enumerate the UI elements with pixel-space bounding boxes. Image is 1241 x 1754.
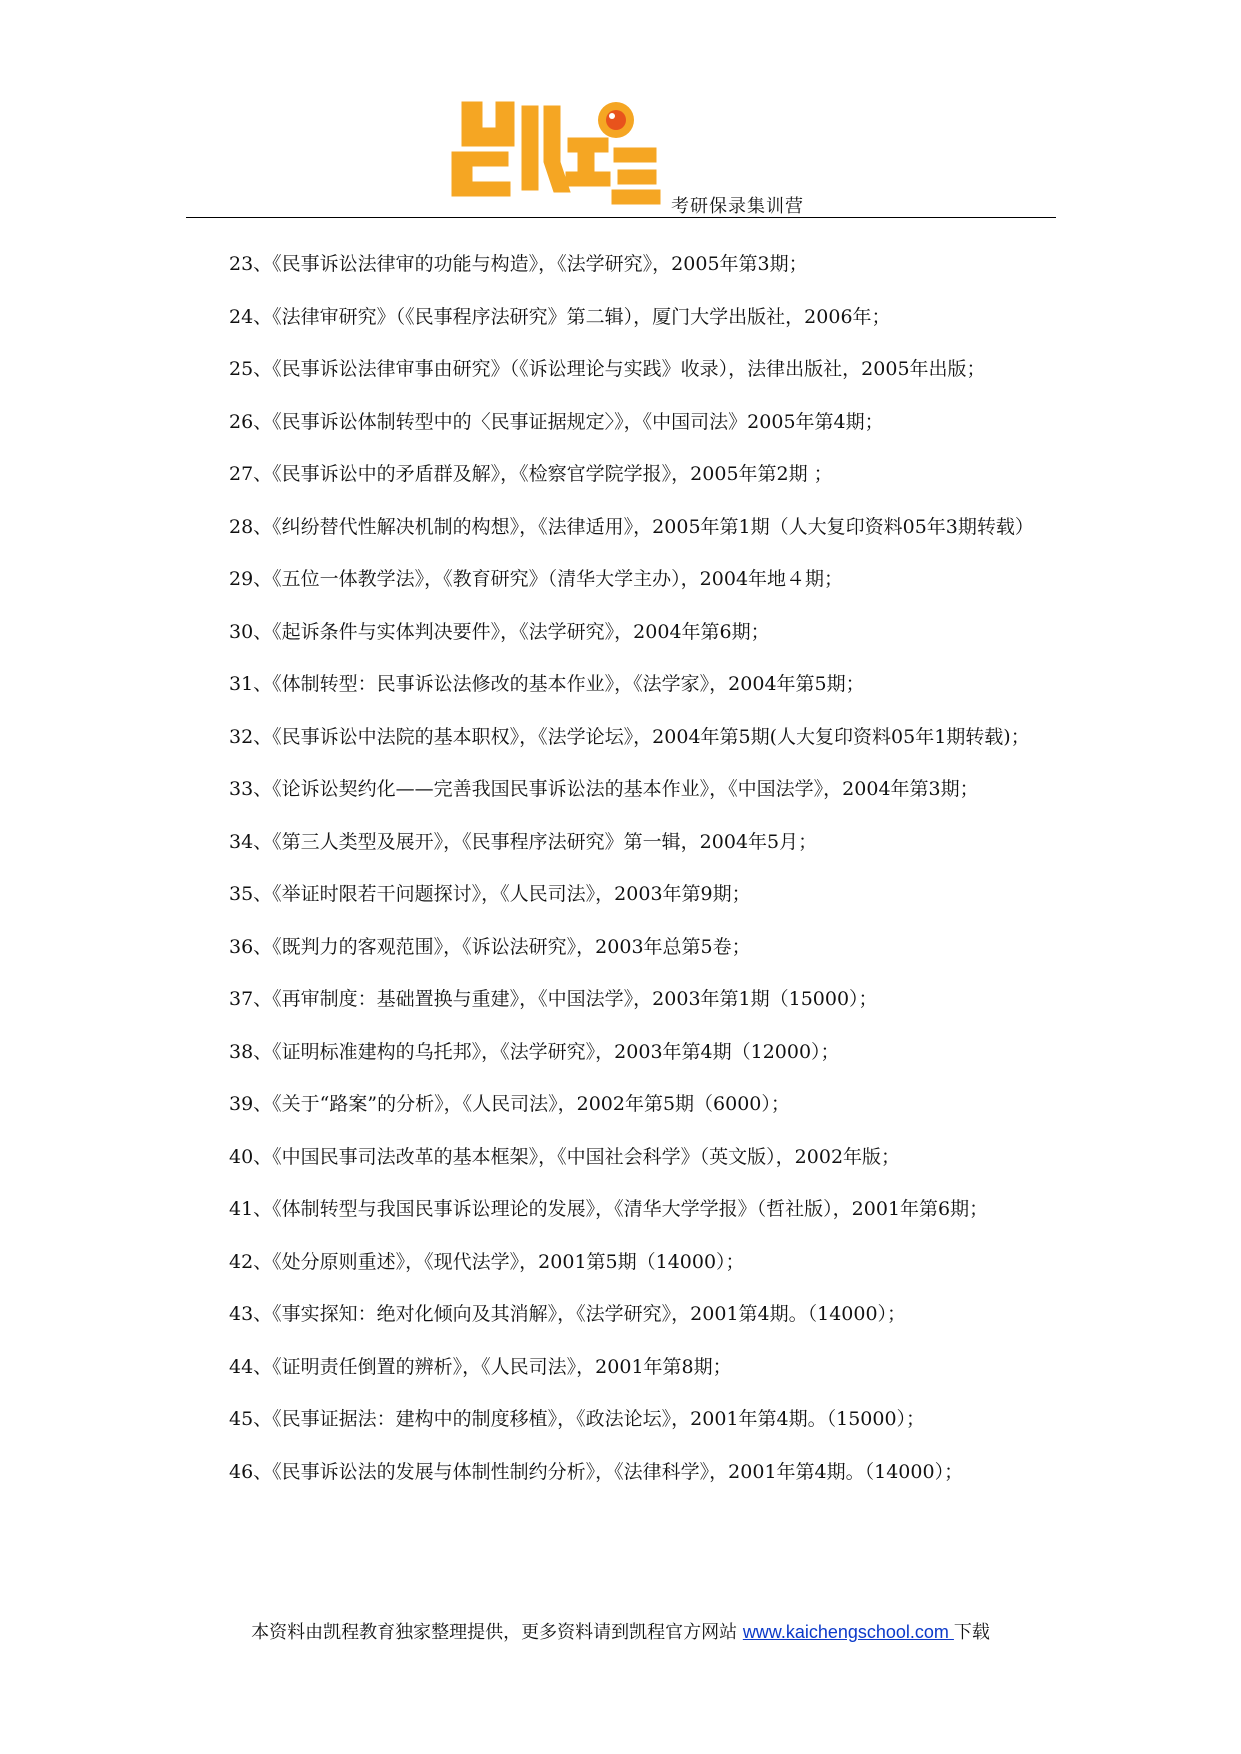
- list-item: 38、《证明标准建构的乌托邦》，《法学研究》，2003年第4期（12000）；: [229, 1040, 840, 1063]
- page-footer: [0, 1618, 1241, 1644]
- list-item: 35、《举证时限若干问题探讨》，《人民司法》，2003年第9期；: [229, 883, 751, 905]
- list-item: 27、《民事诉讼中的矛盾群及解》，《检察官学院学报》，2005年第2期 ；: [229, 463, 833, 485]
- page-header: [186, 88, 1056, 218]
- website-link[interactable]: www.kaichengschool.com: [742, 1622, 954, 1642]
- list-item: 31、《体制转型：民事诉讼法修改的基本作业》，《法学家》，2004年第5期；: [229, 673, 865, 695]
- list-item: 33、《论诉讼契约化——完善我国民事诉讼法的基本作业》，《中国法学》，2004年第3期；: [229, 778, 979, 800]
- list-item: 28、《纠纷替代性解决机制的构想》，《法律适用》，2005年第1期（人大复印资料05年3期转载）: [229, 515, 1034, 538]
- list-item: 23、《民事诉讼法律审的功能与构造》，《法学研究》，2005年第3期；: [229, 253, 808, 275]
- list-item: 32、《民事诉讼中法院的基本职权》，《法学论坛》，2004年第5期(人大复印资料05年1期转载)；: [229, 725, 1030, 748]
- list-item: 43、《事实探知：绝对化倾向及其消解》，《法学研究》，2001第4期。（14000）；: [229, 1303, 907, 1325]
- footer-suffix: 下载: [953, 1622, 990, 1643]
- logo-text: 凯程: [448, 96, 450, 97]
- list-item: 29、《五位一体教学法》，《教育研究》（清华大学主办），2004年地４期；: [229, 568, 844, 590]
- header-tagline: 考研保录集训营: [671, 196, 804, 217]
- list-item: 41、《体制转型与我国民事诉讼理论的发展》，《清华大学学报》（哲社版），2001年第6期；: [229, 1198, 989, 1220]
- list-item: 40、《中国民事司法改革的基本框架》，《中国社会科学》（英文版），2002年版；: [229, 1145, 901, 1168]
- list-item: 30、《起诉条件与实体判决要件》，《法学研究》，2004年第6期；: [229, 620, 770, 643]
- kaicheng-logo: [448, 96, 662, 210]
- list-item: 26、《民事诉讼体制转型中的〈民事证据规定〉》，《中国司法》2005年第4期；: [229, 410, 884, 433]
- list-item: 42、《处分原则重述》，《现代法学》，2001第5期（14000）；: [229, 1250, 745, 1273]
- footer-text: 本资料由凯程教育独家整理提供，更多资料请到凯程官方网站: [251, 1622, 743, 1643]
- list-item: 34、《第三人类型及展开》，《民事程序法研究》第一辑，2004年5月；: [229, 830, 818, 853]
- list-item: 45、《民事证据法：建构中的制度移植》，《政法论坛》，2001年第4期。（15000）；: [229, 1408, 926, 1430]
- list-item: 37、《再审制度：基础置换与重建》，《中国法学》，2003年第1期（15000）；: [229, 988, 878, 1010]
- publication-list: [186, 238, 1066, 1498]
- list-item: 44、《证明责任倒置的辨析》，《人民司法》，2001年第8期；: [229, 1355, 732, 1378]
- list-item: 36、《既判力的客观范围》，《诉讼法研究》，2003年总第5卷；: [229, 935, 751, 958]
- list-item: 39、《关于“路案”的分析》，《人民司法》，2002年第5期（6000）；: [229, 1093, 790, 1115]
- header-divider: [186, 217, 1056, 218]
- list-item: 24、《法律审研究》（《民事程序法研究》第二辑），厦门大学出版社，2006年；: [229, 305, 891, 328]
- list-item: 46、《民事诉讼法的发展与体制性制约分析》，《法律科学》，2001年第4期。（14000）；: [229, 1460, 964, 1483]
- list-item: 25、《民事诉讼法律审事由研究》（《诉讼理论与实践》收录），法律出版社，2005年出版；: [229, 358, 986, 380]
